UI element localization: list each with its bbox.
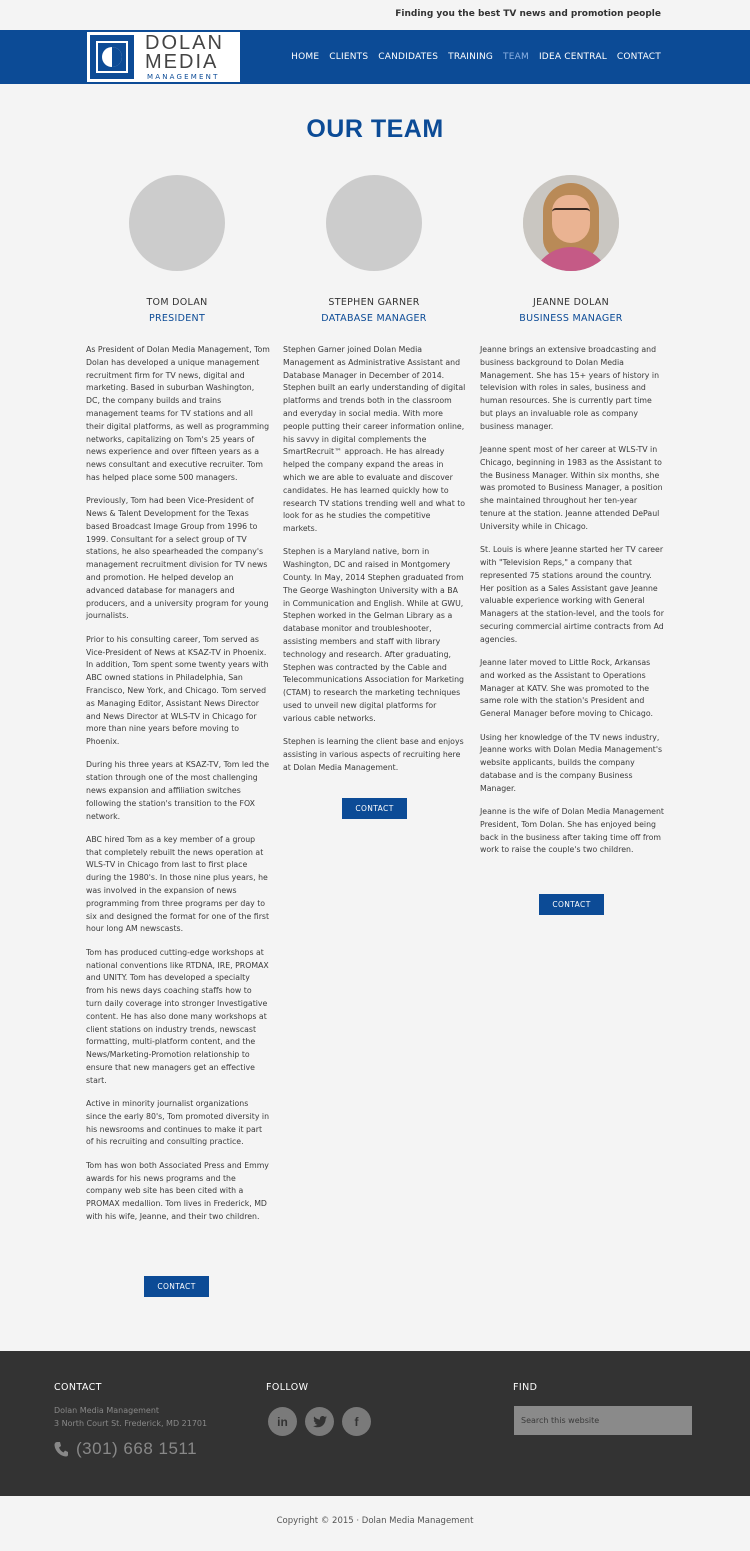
- avatar-placeholder: [326, 175, 422, 271]
- nav-candidates[interactable]: CANDIDATES: [378, 52, 439, 62]
- footer-street: 3 North Court St. Frederick, MD 21701: [54, 1418, 208, 1428]
- bio-paragraph: Stephen is a Maryland native, born in Washington, DC and raised in Montgomery County. In May, 2014 Stephen graduated from The George Washington University with a BA in Communication and English. While at GWU, Stephen worked in the Gelman Library as a database monitor and troubleshooter, assisting members and staff with library technology and research. After graduating, Stephen was contracted by the Cable and Telecommunications Association for Marketing (CTAM) to research the marketing techniques used to unveil new digital platforms for various cable networks.: [283, 547, 464, 723]
- logo-text-line3: MANAGEMENT: [147, 73, 220, 81]
- site-logo[interactable]: [85, 30, 242, 84]
- member-name: JEANNE DOLAN: [532, 297, 610, 308]
- bio-paragraph: ABC hired Tom as a key member of a group that completely rebuilt the news operation at WLS-TV in Chicago from last to first place during the 1980's. In those nine plus years, he was involved in the expansion of news programming from three programs per day to six and designed the format for one of the first hour long AM newscasts.: [86, 834, 270, 934]
- footer-contact-heading: CONTACT: [54, 1382, 102, 1393]
- bio-paragraph: During his three years at KSAZ-TV, Tom led the station through one of the most challenging news expansion and affiliation switches following the station's transition to the FOX network.: [86, 760, 270, 821]
- nav-team[interactable]: TEAM: [503, 52, 529, 62]
- bio-paragraph: Jeanne brings an extensive broadcasting and business background to Dolan Media Management. She has 15+ years of history in television with roles in sales, business and human resources. She is currently part time but plays an invaluable role as company business manager.: [480, 345, 660, 431]
- phone-number: (301) 668 1511: [76, 1439, 198, 1458]
- main-nav: [291, 52, 661, 62]
- member-role: BUSINESS MANAGER: [519, 313, 623, 324]
- footer-find-heading: FIND: [513, 1382, 538, 1393]
- footer-phone[interactable]: [54, 1439, 197, 1459]
- bio-paragraph: As President of Dolan Media Management, Tom Dolan has developed a unique management recruitment firm for TV news, digital and marketing. Based in suburban Washington, DC, the company builds and trains management teams for TV stations and all their digital platforms, as well as programming networks, capitalizing on Tom's 25 years of news experience and over fifteen years as a news consultant and executive recruiter. Tom has helped place some 500 managers.: [86, 345, 270, 482]
- nav-training[interactable]: TRAINING: [448, 52, 494, 62]
- bio-paragraph: Previously, Tom had been Vice-President of News & Talent Development for the Texas based Broadcast Image Group from 1996 to 1999. Consultant for a select group of TV stations, he also spearheaded the company's management recruitment division for TV news and promotion. He helped develop an advanced database for managers and producers, and a university program for young journalists.: [86, 496, 269, 621]
- bio-paragraph: Stephen Garner joined Dolan Media Management as Administrative Assistant and Database Manager in December of 2014. Stephen built an early understanding of digital platforms and trends both in the classroom and everyday in social media. With more people putting their career information online, his savvy in digital complements the SmartRecruit™ approach. He has already helped the company expand the areas in which we are able to evaluate and discover candidates. He has learned quickly how to research TV stations trending well and what to look for as he studies the competitive markets.: [283, 345, 466, 534]
- twitter-icon[interactable]: [305, 1407, 334, 1436]
- contact-button-stephen[interactable]: CONTACT: [342, 798, 407, 819]
- facebook-icon[interactable]: f: [342, 1407, 371, 1436]
- nav-clients[interactable]: CLIENTS: [329, 52, 369, 62]
- footer-address: [54, 1405, 207, 1430]
- twitter-bird-icon: [313, 1416, 327, 1428]
- search-input[interactable]: [514, 1406, 692, 1435]
- bio-paragraph: Stephen is learning the client base and enjoys assisting in various aspects of recruiting here at Dolan Media Management.: [283, 737, 464, 772]
- member-role: DATABASE MANAGER: [321, 313, 427, 324]
- member-name: STEPHEN GARNER: [328, 297, 420, 308]
- bio-paragraph: Using her knowledge of the TV news industry, Jeanne works with Dolan Media Management's website applicants, builds the company database and is the company Business Manager.: [480, 732, 663, 793]
- tagline: Finding you the best TV news and promotion people: [395, 9, 661, 19]
- bio-paragraph: Jeanne later moved to Little Rock, Arkansas and worked as the Assistant to Operations Manager at KATV. She was promoted to the same role with the station's President and General Manager before moving to Chicago.: [480, 658, 653, 719]
- social-links: [268, 1407, 371, 1436]
- bio-paragraph: Tom has produced cutting-edge workshops at national conventions like RTDNA, IRE, PROMAX and UNITY. Tom has developed a specialty from his news days coaching staffs how to turn daily coverage into stronger Investigative content. He has also done many workshops at client stations on industry trends, newscast formatting, multi-platform content, and the News/Marketing-Promotion relationship to ensure that new managers get an effective start.: [86, 947, 269, 1085]
- member-role: PRESIDENT: [148, 313, 206, 324]
- nav-home[interactable]: HOME: [291, 52, 320, 62]
- avatar-photo: [523, 175, 619, 271]
- bio-paragraph: Jeanne spent most of her career at WLS-TV in Chicago, beginning in 1983 as the Assistant to the Business Manager. Within six months, she was promoted to Business Manager, a position she maintained throughout her ten-year tenure at the station. Jeanne attended DePaul University while in Chicago.: [480, 445, 663, 531]
- member-bio: [480, 344, 664, 868]
- contact-button-tom[interactable]: CONTACT: [144, 1276, 209, 1297]
- member-bio: [86, 344, 270, 1234]
- member-bio: [283, 344, 467, 785]
- footer-company: Dolan Media Management: [54, 1406, 160, 1415]
- phone-icon: [54, 1441, 68, 1457]
- avatar-placeholder: [129, 175, 225, 271]
- bio-paragraph: Active in minority journalist organizations since the early 80's, Tom promoted diversity in his newsrooms and continues to make it part of his recruiting and consulting practice.: [86, 1099, 270, 1147]
- bio-paragraph: St. Louis is where Jeanne started her TV career with "Television Reps," a company that represented 75 stations around the country. Her position as a Sales Assistant gave Jeanne valuable experience working with General Managers at the station-level, and the tools for securing commercial airtime contracts from Ad agencies.: [480, 545, 664, 644]
- logo-mark-icon: [90, 35, 134, 79]
- logo-text-line2: MEDIA: [145, 51, 219, 73]
- member-name: TOM DOLAN: [146, 297, 208, 308]
- linkedin-icon[interactable]: in: [268, 1407, 297, 1436]
- bio-paragraph: Jeanne is the wife of Dolan Media Management President, Tom Dolan. She has enjoyed being back in the business after taking time off from work to raise the couple's two children.: [480, 807, 664, 855]
- page-title: OUR TEAM: [306, 115, 444, 143]
- bio-paragraph: Prior to his consulting career, Tom served as Vice-President of News at KSAZ-TV in Phoenix. In addition, Tom spent some twenty years with ABC owned stations in Philadelphia, San Francisco, New York, and Chicago. Tom served as Managing Editor, Assistant News Director and News Director at WLS-TV in Chicago for more than nine years before moving to Phoenix.: [86, 634, 269, 747]
- footer-follow-heading: FOLLOW: [266, 1382, 309, 1393]
- bio-paragraph: Tom has won both Associated Press and Emmy awards for his news programs and the company web site has been cited with a PROMAX medallion. Tom lives in Frederick, MD with his wife, Jeanne, and their two children.: [86, 1160, 269, 1221]
- logo-text-line1: DOLAN: [145, 32, 224, 54]
- nav-contact[interactable]: CONTACT: [616, 52, 661, 62]
- nav-idea-central[interactable]: IDEA CENTRAL: [538, 52, 607, 62]
- site-footer: [0, 1351, 750, 1496]
- top-strip: [0, 0, 750, 30]
- copyright: Copyright © 2015 · Dolan Media Management: [276, 1516, 474, 1526]
- contact-button-jeanne[interactable]: CONTACT: [539, 894, 604, 915]
